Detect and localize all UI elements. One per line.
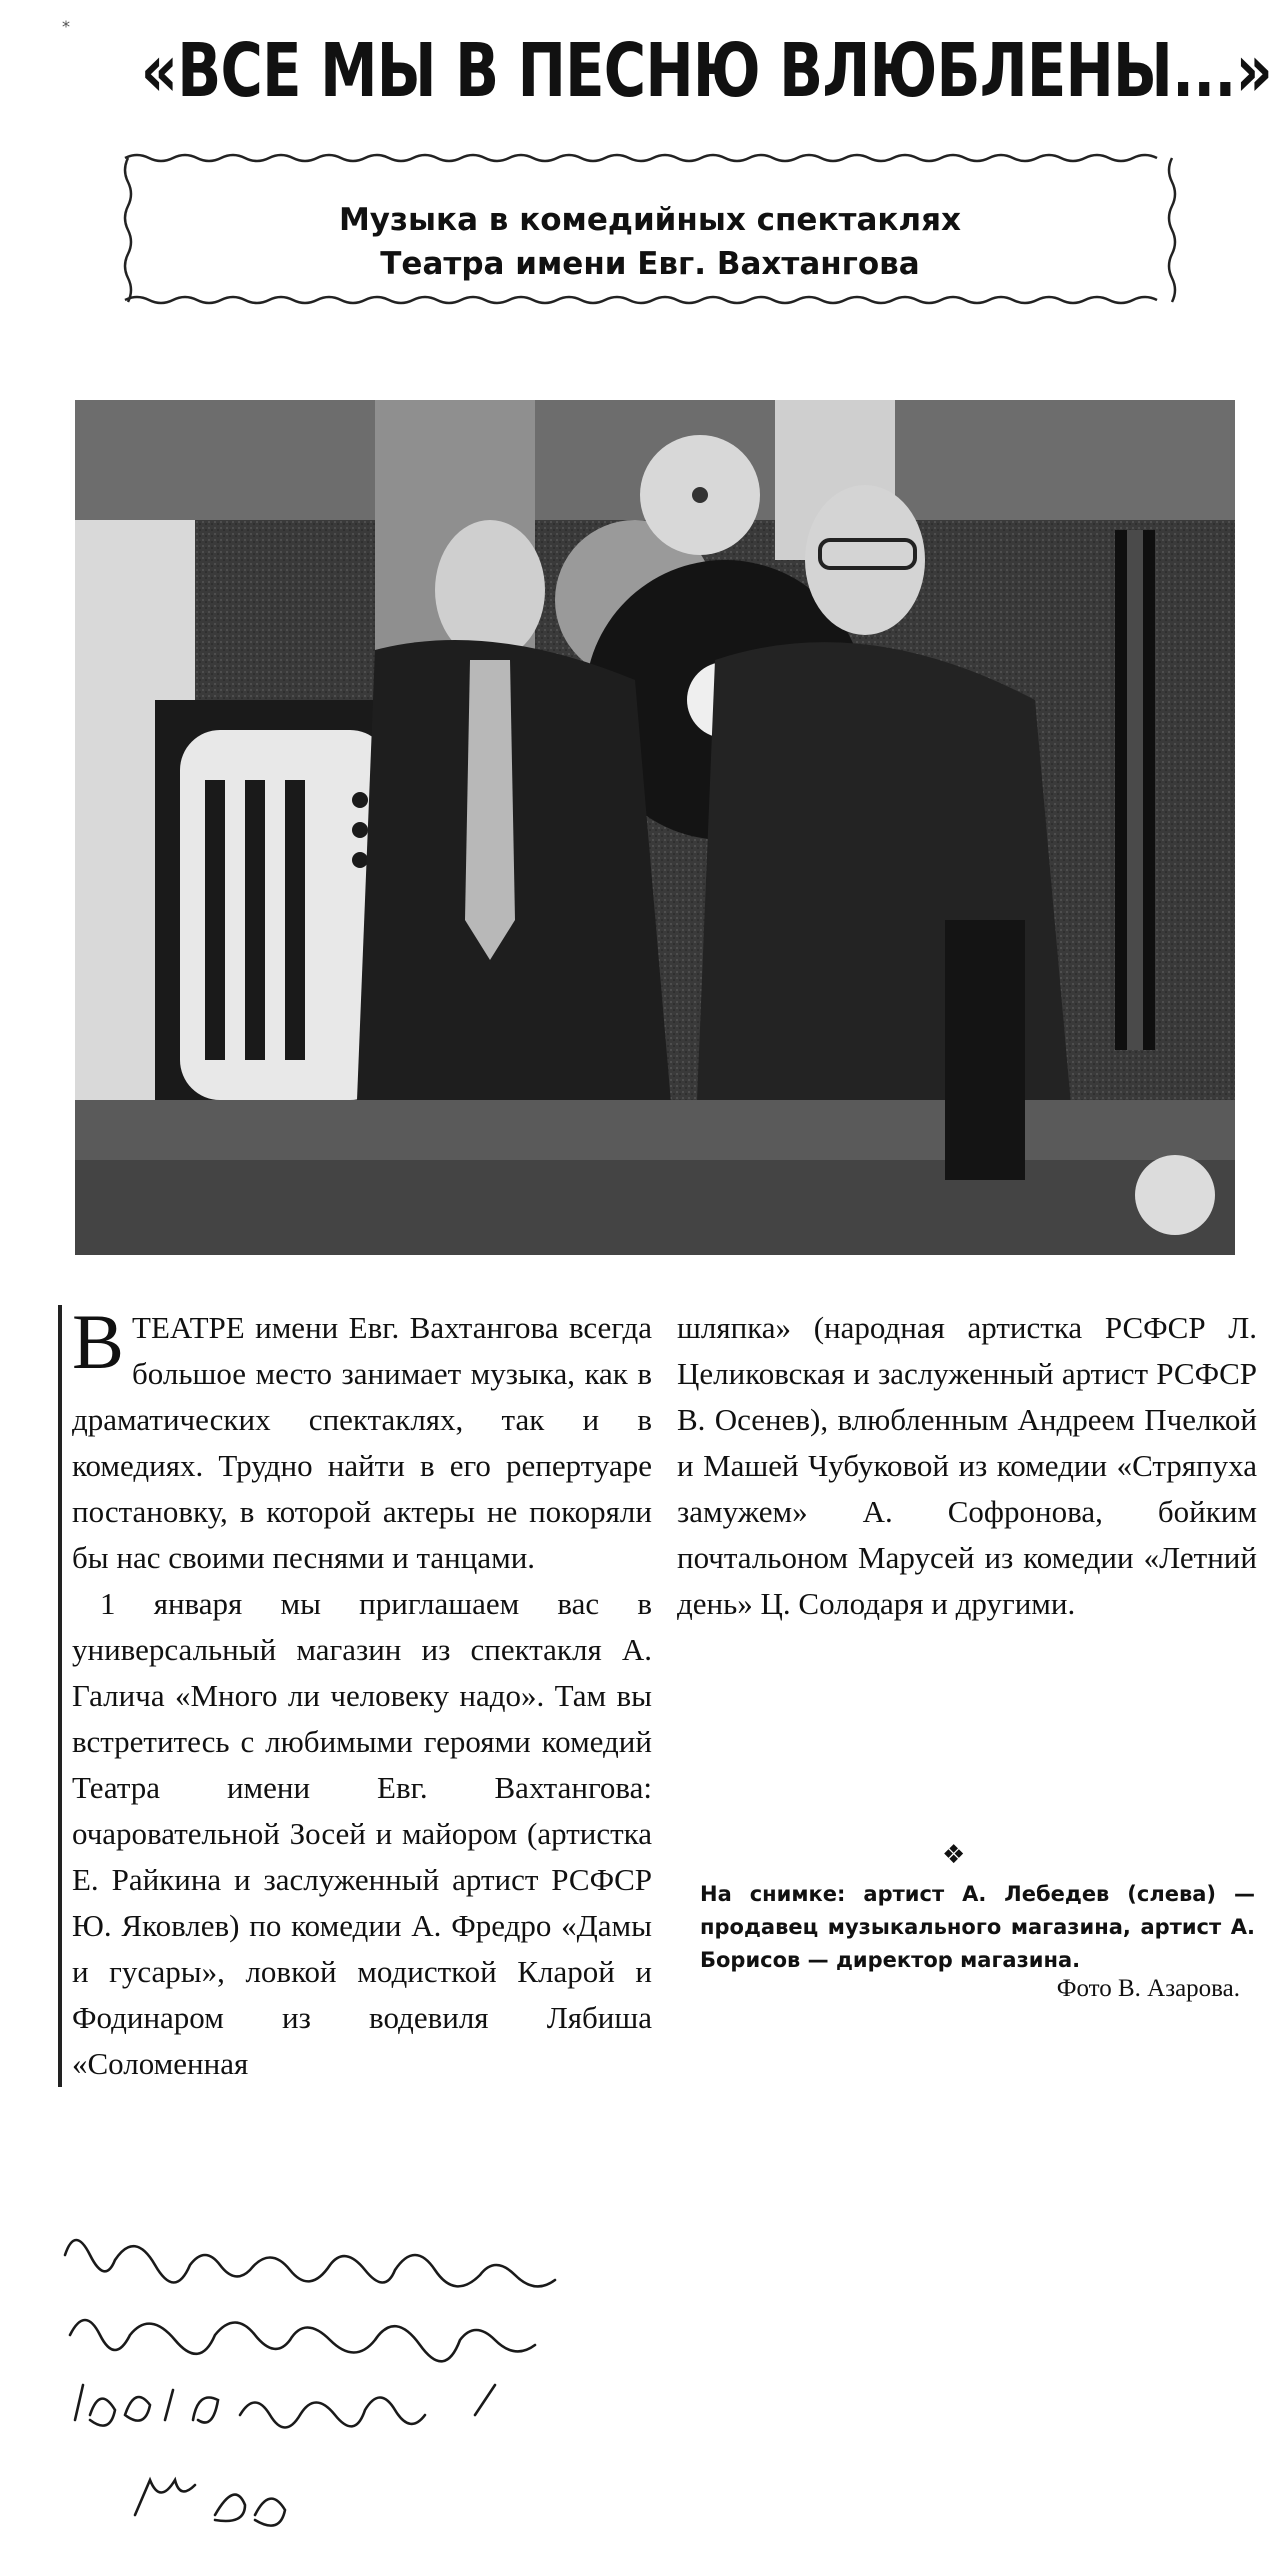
subtitle-box — [120, 150, 1180, 310]
photo-caption: На снимке: артист А. Лебедев (слева) — продавец музыкального магазина, артист А. Борисов — директор магазина. — [700, 1882, 1255, 1972]
photo-illustration — [75, 400, 1235, 1255]
article-paragraph-1 — [72, 1298, 652, 1581]
drop-cap: В — [72, 1298, 125, 1385]
subtitle — [120, 198, 1180, 286]
subtitle-line-2: Театра имени Евг. Вахтангова — [380, 246, 920, 282]
subtitle-line-1: Музыка в комедийных спектаклях — [338, 202, 962, 238]
headline: «ВСЕ МЫ В ПЕСНЮ ВЛЮБЛЕНЫ...» — [140, 28, 1273, 114]
article-paragraph-2: 1 января мы приглашаем вас в универсальный магазин из спектакля А. Галича «Много ли человеку надо». Там вы встретитесь с любимыми героями комедий Театра имени Евг. Вахтангова: очаровательной Зосей и майором (артистка Е. Райкина и заслуженный артист РСФСР Ю. Яковлев) по комедии А. Фредро «Дамы и гусары», ловкой модисткой Кларой и Фодинаром из водевиля Лябиша «Соломенная — [72, 1586, 652, 2081]
photo-credit: Фото В. Азарова. — [1056, 1975, 1240, 2002]
article-right-column — [677, 1305, 1257, 1627]
article-paragraph-3: шляпка» (народная артистка РСФСР Л. Целиковская и заслуженный артист РСФСР В. Осенев), влюбленным Андреем Пчелкой и Машей Чубуковой из комедии «Стряпуха замужем» А. Софронова, бойким почтальоном Марусей из комедии «Летний день» Ц. Солодаря и другими. — [677, 1310, 1257, 1621]
ornament-icon: ❖ — [942, 1840, 966, 1870]
photo — [75, 400, 1235, 1255]
article-left-column — [58, 1298, 652, 2087]
handwritten-note — [55, 2215, 755, 2560]
handwritten-note-drawing — [55, 2215, 755, 2555]
paragraph-1-text: ТЕАТРЕ имени Евг. Вахтангова всегда большое место занимает музыка, как в драматических спектаклях, так и в комедиях. Трудно найти в его репертуаре постановку, в которой актеры не покоряли бы нас своими песнями и танцами. — [72, 1310, 652, 1575]
corner-mark: ⁎ — [62, 14, 70, 31]
